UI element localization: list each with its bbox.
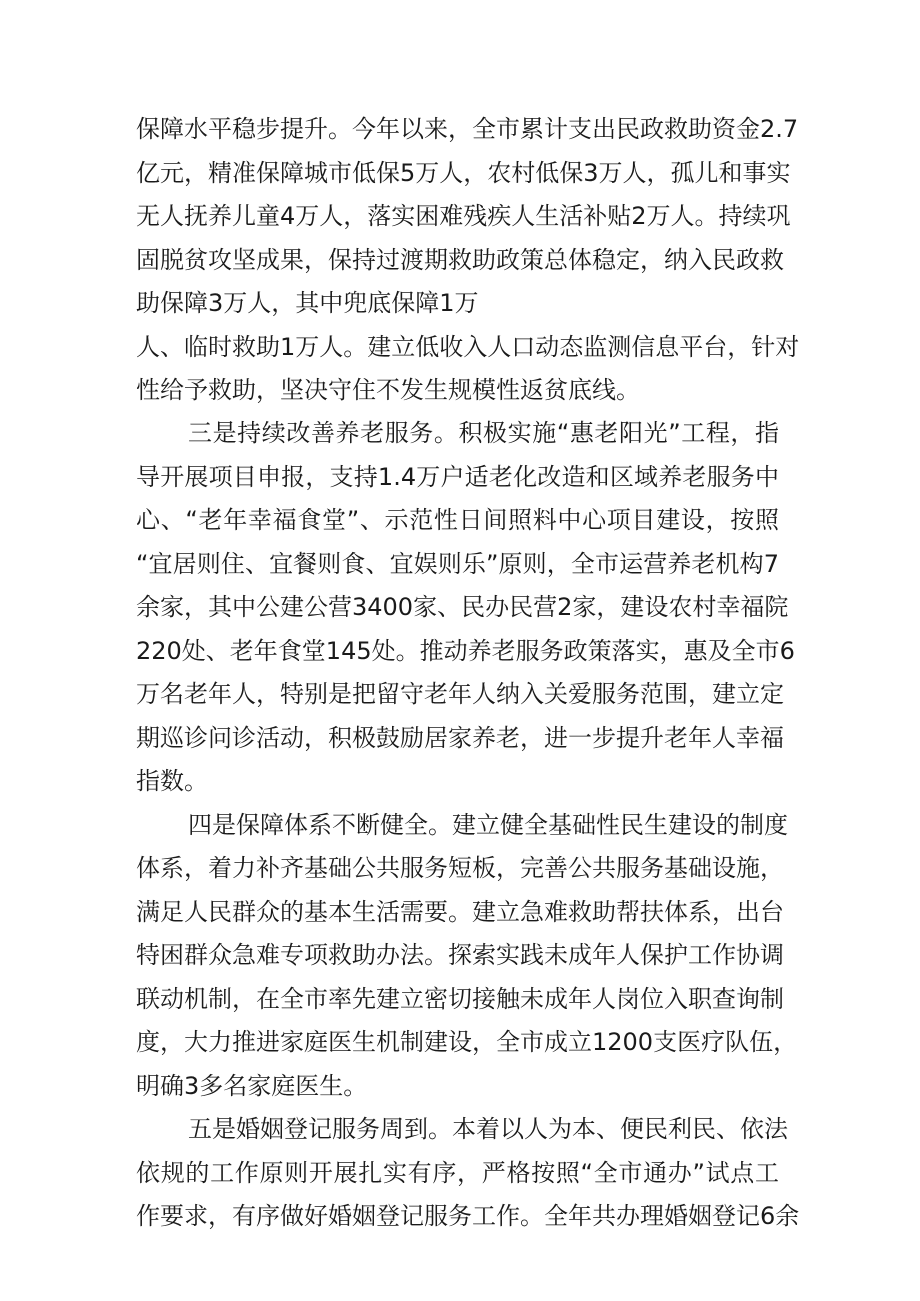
text-line: 心、“老年幸福食堂”、示范性日间照料中心项目建设，按照 [136,506,779,534]
text-line: 余家，其中公建公营3400家、民办民营2家，建设农村幸福院 [136,593,789,621]
text-line: 万名老年人，特别是把留守老年人纳入关爱服务范围，建立定 [136,680,784,708]
text-line: 体系，着力补齐基础公共服务短板，完善公共服务基础设施， [136,854,784,882]
text-line: 220处、老年食堂145处。推动养老服务政策落实，惠及全市6 [136,637,795,665]
text-line: 亿元，精准保障城市低保5万人，农村低保3万人，孤儿和事实 [136,159,791,187]
text-line: 联动机制，在全市率先建立密切接触未成年人岗位入职查询制 [136,985,784,1013]
text-line: 指数。 [136,767,208,795]
text-line: 固脱贫攻坚成果，保持过渡期救助政策总体稳定，纳入民政救 [136,246,784,274]
text-line: 期巡诊问诊活动，积极鼓励居家养老，进一步提升老年人幸福 [136,724,784,752]
text-line: 度，大力推进家庭医生机制建设，全市成立1200支医疗队伍， [136,1028,798,1056]
text-line: 明确3多名家庭医生。 [136,1072,368,1100]
paragraph-start-line: 五是婚姻登记服务周到。本着以人为本、便民利民、依法 [188,1115,788,1143]
text-line: 保障水平稳步提升。今年以来，全市累计支出民政救助资金2.7 [136,115,799,143]
text-line: 作要求，有序做好婚姻登记服务工作。全年共办理婚姻登记6余 [136,1202,800,1230]
text-line: 依规的工作原则开展扎实有序，严格按照“全市通办”试点工 [136,1159,779,1187]
text-line: 助保障3万人，其中兜底保障1万 [136,289,479,317]
text-line: 性给予救助，坚决守住不发生规模性返贫底线。 [136,376,640,404]
text-line: 无人抚养儿童4万人，落实困难残疾人生活补贴2万人。持续巩 [136,202,791,230]
text-line: 特困群众急难专项救助办法。探索实践未成年人保护工作协调 [136,941,784,969]
text-line: 导开展项目申报，支持1.4万户适老化改造和区域养老服务中 [136,463,779,491]
text-line: 满足人民群众的基本生活需要。建立急难救助帮扶体系，出台 [136,898,784,926]
text-line: 人、临时救助1万人。建立低收入人口动态监测信息平台，针对 [136,333,800,361]
paragraph-start-line: 四是保障体系不断健全。建立健全基础性民生建设的制度 [188,811,788,839]
paragraph-start-line: 三是持续改善养老服务。积极实施“惠老阳光”工程，指 [188,419,779,447]
text-line: “宜居则住、宜餐则食、宜娱则乐”原则，全市运营养老机构7 [136,550,779,578]
